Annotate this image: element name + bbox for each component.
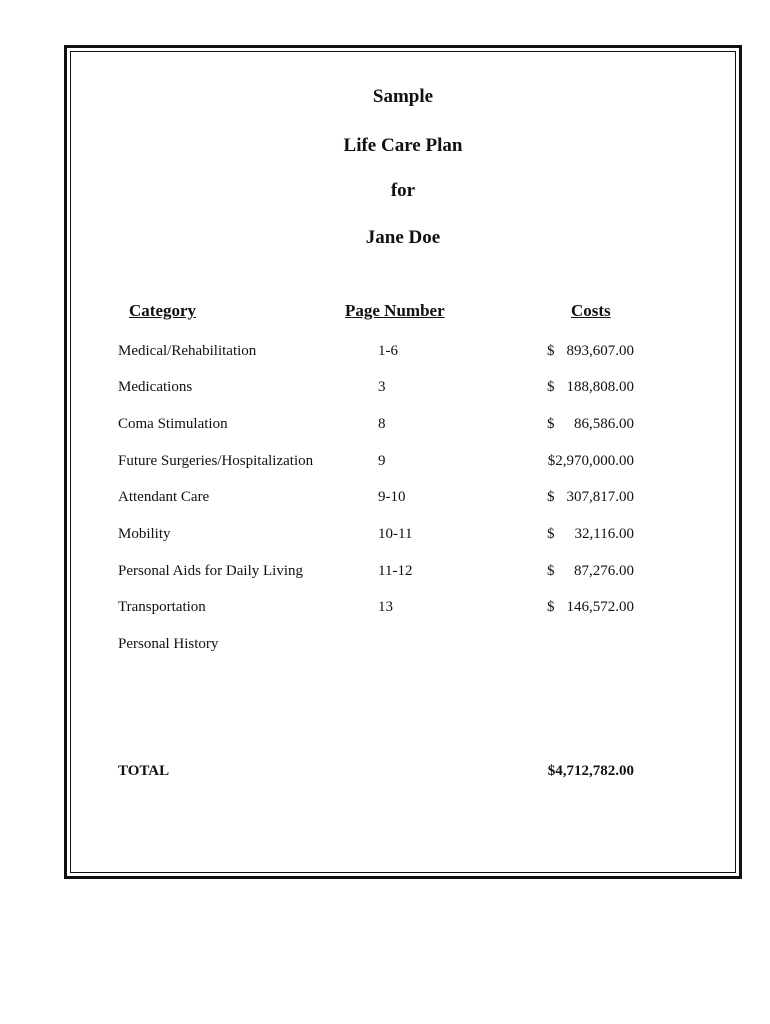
row-page: 13 [378, 599, 393, 615]
table-row [0, 453, 770, 477]
row-category: Transportation [118, 599, 206, 615]
title-life-care-plan: Life Care Plan [343, 135, 463, 156]
row-category: Personal Aids for Daily Living [118, 563, 303, 579]
row-category: Attendant Care [118, 489, 210, 505]
row-page: 3 [378, 379, 386, 395]
row-dollar-sign: $ [547, 379, 555, 395]
row-dollar-sign: $ [547, 599, 555, 615]
row-page: 10-11 [378, 526, 413, 542]
row-amount: 307,817.00 [566, 489, 634, 505]
table-row [0, 379, 770, 403]
row-amount: 86,586.00 [574, 416, 634, 432]
row-amount: 893,607.00 [566, 343, 634, 359]
header-category: Category [129, 301, 197, 320]
table-row [0, 599, 770, 623]
table-row [0, 343, 770, 367]
row-page: 8 [378, 416, 386, 432]
row-page: 11-12 [378, 563, 413, 579]
row-category: Coma Stimulation [118, 416, 228, 432]
row-amount: $2,970,000.00 [547, 453, 634, 469]
row-amount: 146,572.00 [566, 599, 634, 615]
header-costs: Costs [571, 301, 611, 320]
header-page-number: Page Number [345, 301, 445, 320]
row-page: 9-10 [378, 489, 406, 505]
title-for: for [390, 180, 416, 201]
total-label: TOTAL [118, 763, 170, 779]
row-page: 9 [378, 453, 386, 469]
table-row [0, 416, 770, 440]
row-amount: 188,808.00 [566, 379, 634, 395]
table-row [0, 636, 770, 660]
row-amount: 32,116.00 [574, 526, 634, 542]
title-sample: Sample [372, 86, 434, 107]
total-value: $4,712,782.00 [547, 763, 634, 779]
row-dollar-sign: $ [547, 489, 555, 505]
row-category: Medical/Rehabilitation [118, 343, 257, 359]
row-category: Future Surgeries/Hospitalization [118, 453, 314, 469]
table-row [0, 563, 770, 587]
table-row [0, 489, 770, 513]
title-patient-name: Jane Doe [365, 227, 441, 248]
row-dollar-sign: $ [547, 416, 555, 432]
table-row [0, 526, 770, 550]
row-category: Personal History [118, 636, 219, 652]
row-dollar-sign: $ [547, 343, 555, 359]
row-page: 1-6 [378, 343, 398, 359]
row-category: Medications [118, 379, 193, 395]
row-dollar-sign: $ [547, 526, 555, 542]
row-category: Mobility [118, 526, 171, 542]
row-amount: 87,276.00 [574, 563, 634, 579]
row-dollar-sign: $ [547, 563, 555, 579]
